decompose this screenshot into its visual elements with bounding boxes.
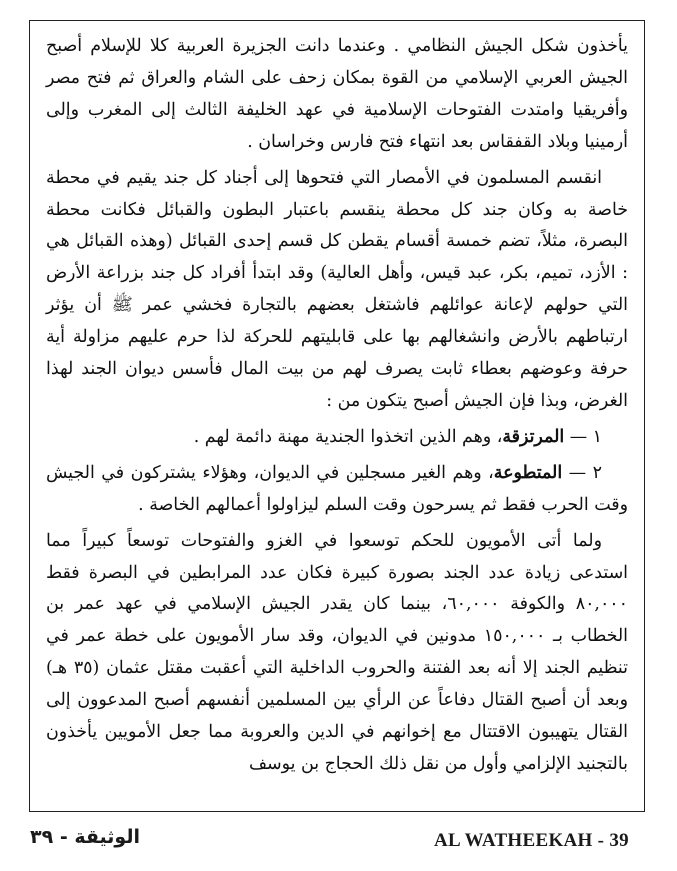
item-1-number: ١ — [569, 426, 602, 447]
item-2-number: ٢ — [568, 462, 603, 483]
item-1-term: المرتزقة [502, 426, 565, 447]
paragraph-3: ولما أتى الأمويون للحكم توسعوا في الغزو والفتوحات توسعاً كبيراً مما استدعى زيادة عدد الجند بصورة كبيرة فكان عدد المرابطين في البصرة فقط ٨٠,٠٠٠ والكوفة ٦٠,٠٠٠، بينما كان يقدر الجيش الإسلامي في عهد عمر بن الخطاب بـ ١٥٠,٠٠٠ مدونين في الديوان، وقد سار الأمويون على خطة عمر في تنظيم الجند إلا أنه بعد الفتنة والحروب الداخلية التي أعقبت مقتل عثمان (٣٥ هـ) وبعد أن أصبح القتال دفاعاً عن الرأي بين المسلمين أنفسهم أصبح المدعوون إلى القتال يتهيبون الاقتتال مع إخوانهم في الدين والعروبة مما جعل الأمويين يأخذون بالتجنيد الإلزامي وأول من نقل ذلك الحجاج بن يوسف [46, 530, 628, 774]
article-body [46, 31, 628, 785]
item-2-term: المتطوعة [493, 462, 563, 483]
footer-english-page-label: AL WATHEEKAH - 39 [434, 830, 629, 851]
item-2-text: ، وهم الغير مسجلين في الديوان، وهؤلاء يشتركون في الجيش وقت الحرب فقط ثم يسرحون وقت السلم ليزاولوا أعمالهم الخاصة . [46, 462, 628, 515]
list-item-1 [46, 422, 628, 454]
list-item-2 [46, 458, 628, 522]
paragraph-1: يأخذون شكل الجيش النظامي . وعندما دانت الجزيرة العربية كلا للإسلام أصبح الجيش العربي الإسلامي من القوة بمكان زحف على الشام والعراق ثم فتح مصر وأفريقيا وامتدت الفتوحات الإسلامية في عهد الخليفة الثالث إلى المغرب وإلى أرمينيا وبلاد القفقاس بعد انتهاء فتح فارس وخراسان . [46, 36, 628, 152]
paragraph-2: انقسم المسلمون في الأمصار التي فتحوها إلى أجناد كل جند يقيم في محطة خاصة به وكان جند كل محطة ينقسم باعتبار البطون والقبائل فكانت محطة البصرة، مثلاً، تضم خمسة أقسام يقطن كل قسم إحدى القبائل (وهذه القبائل هي : الأزد، تميم، بكر، عبد قيس، وأهل العالية) وقد ابتدأ أفراد كل جند بزراعة الأرض التي حولهم لإعانة عوائلهم فاشتغل بعضهم بالتجارة فخشي عمر ﷺ أن يؤثر ارتباطهم بالأرض وانشغالهم بها على قابليتهم للحركة لذا حرم عليهم مزاولة أية حرفة وعوضهم بعطاء ثابت يصرف لهم من بيت المال فأسس ديوان الجند لهذا الغرض، وبذا فإن الجيش أصبح يتكون من : [46, 167, 628, 411]
page-frame [29, 20, 645, 812]
item-1-text: ، وهم الذين اتخذوا الجندية مهنة دائمة لهم . [193, 426, 503, 447]
footer-arabic-page-label: الوثيقة - ٣٩ [30, 826, 140, 848]
